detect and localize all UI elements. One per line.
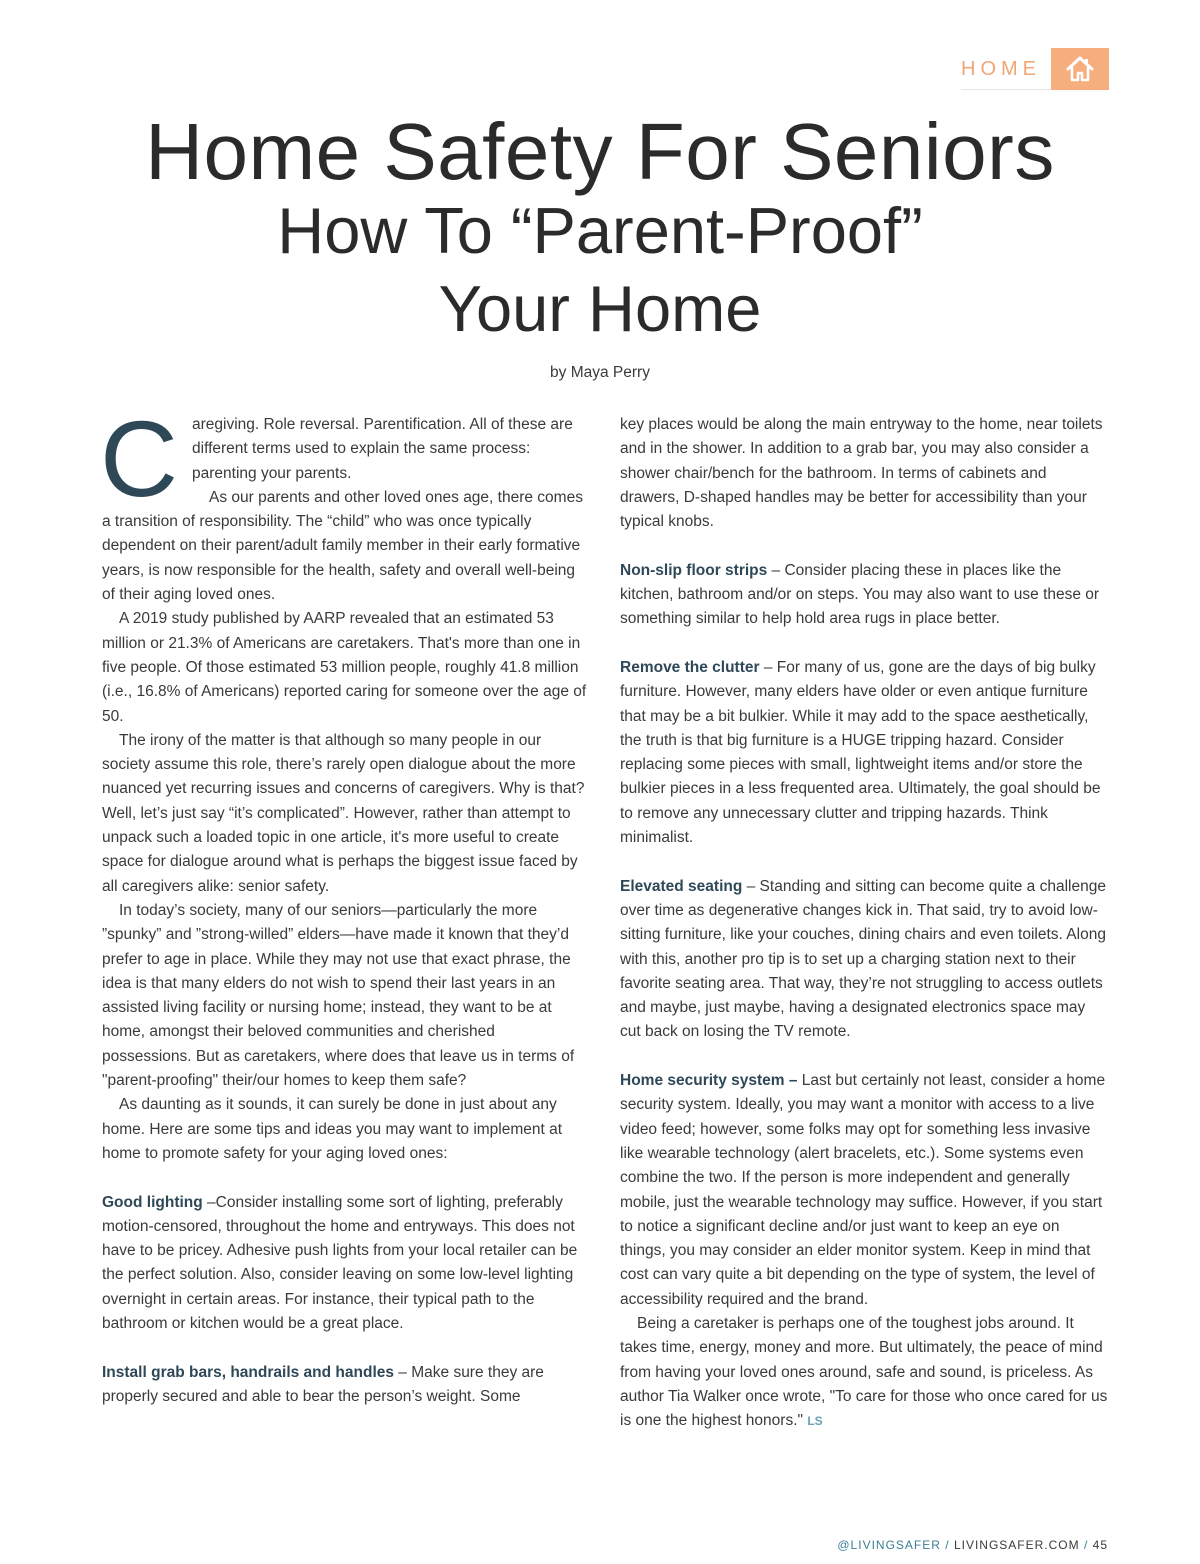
intro-text: aregiving. Role reversal. Parentification. All of these are different terms used to explain the same process: parenting your parents. [192, 416, 573, 482]
section-tag [961, 48, 1109, 90]
tip-grab-bars-continued: key places would be along the main entryway to the home, near toilets and in the shower. In addition to a grab bar, you may also consider a shower chair/bench for the bathroom. In terms of cabinets and drawers, D-shaped handles may be better for accessibility than your typical knobs. [620, 416, 1103, 531]
closing-paragraph [620, 1312, 1108, 1433]
footer-social: @LIVINGSAFER [837, 1538, 941, 1552]
paragraph: As daunting as it sounds, it can surely be done in just about any home. Here are some tips and ideas you may want to implement at home to promote safety for your aging loved ones: [102, 1096, 563, 1162]
byline: by Maya Perry [550, 364, 650, 381]
subtitle-line-2: Your Home [438, 272, 762, 345]
footer-separator: / [1079, 1538, 1093, 1552]
tip-heading: Good lighting [102, 1193, 203, 1211]
tip-body: Last but certainly not least, consider a home security system. Ideally, you may want a monitor with access to a live video feed; however, some folks may opt for something less invasive like wearable technology (alert bracelets, etc.). Some systems even combine the two. If the person is more independent and generally mobile, just the wearable technology may suffice. However, if you start to notice a significant decline and/or just want to keep an eye on things, you may consider an elder monitor system. Keep in mind that cost can vary quite a bit depending on the type of system, the level of accessibility required and the brand. [620, 1072, 1106, 1308]
paragraph: A 2019 study published by AARP revealed that an estimated 53 million or 21.3% of Americans are caretakers. That's more than one in five people. Of those estimated 53 million people, roughly 41.8 million (i.e., 16.8% of Americans) reported caring for someone over the age of 50. [102, 610, 587, 725]
closing-text: Being a caretaker is perhaps one of the toughest jobs around. It takes time, energy, money and more. But ultimately, the peace of mind from having your loved ones around, safe and sound, is priceless. As author Tia Walker once wrote, "To care for those who once cared for us is one the highest honors." [620, 1314, 1108, 1430]
tip-body: – Standing and sitting can become quite a challenge over time as degenerative changes kick in. That said, try to avoid low-sitting furniture, like your couches, dining chairs and even toilets. Along with this, another pro tip is to set up a charging station next to their favorite seating area. That way, they’re not struggling to access outlets and maybe, just maybe, having a designated electronics space may cut back on losing the TV remote. [620, 877, 1106, 1041]
tip-heading: Install grab bars, handrails and handles [102, 1363, 394, 1381]
right-column [620, 413, 1108, 1433]
tip-heading: Elevated seating [620, 877, 743, 895]
tip-body: – For many of us, gone are the days of big bulky furniture. However, many elders have older or even antique furniture that may be a bit bulkier. While it may add to the space aesthetically, the truth is that big furniture is a HUGE tripping hazard. Consider replacing some pieces with small, lightweight items and/or store the bulkier pieces in a less frequented area. Ultimately, the goal should be to remove any unnecessary clutter and tripping hazards. Think minimalist. [620, 658, 1101, 847]
paragraph: The irony of the matter is that although so many people in our society assume this role, there’s rarely open dialogue about the more nuanced yet recurring issues and concerns of caregivers. Why is that? Well, let’s just say “it’s complicated”. However, rather than attempt to unpack such a loaded topic in one article, it's more useful to create space for dialogue around what is perhaps the biggest issue faced by all caregivers alike: senior safety. [102, 731, 585, 895]
page-title: Home Safety For Seniors [145, 107, 1055, 196]
page-footer [837, 1538, 1108, 1552]
tip-heading: Non-slip floor strips [620, 561, 768, 579]
house-icon [1051, 48, 1109, 90]
tip-heading: Home security system – [620, 1072, 798, 1090]
subtitle-line-1: How To “Parent-Proof” [277, 194, 923, 267]
page-subtitle [0, 192, 1200, 348]
page-number: 45 [1092, 1538, 1108, 1552]
intro-paragraph [100, 398, 588, 519]
paragraph: As our parents and other loved ones age, there comes a transition of responsibility. The “child” who was once typically dependent on their parent/adult family member in their early formative years, is now responsible for the health, safety and overall well-being of their aging loved ones. [102, 488, 583, 604]
drop-cap: C [100, 398, 178, 519]
tip-body: – Make sure they are properly secured and able to bear the person’s weight. Some [102, 1363, 544, 1405]
tip-body: –Consider installing some sort of lighting, preferably motion-censored, throughout the home and entryways. This does not have to be pricey. Adhesive push lights from your local retailer can be the perfect solution. Also, consider leaving on some low-level lighting overnight in certain areas. For instance, their typical path to the bathroom or kitchen would be a great place. [102, 1193, 578, 1332]
section-label: HOME [961, 48, 1051, 90]
footer-site: LIVINGSAFER.COM [953, 1538, 1080, 1552]
tip-heading: Remove the clutter [620, 658, 760, 676]
left-column [100, 398, 588, 1409]
tip-body: – Consider placing these in places like the kitchen, bathroom and/or on steps. You may also want to use these or something similar to help hold area rugs in place better. [620, 561, 1100, 628]
footer-separator: / [940, 1538, 954, 1552]
paragraph: In today’s society, many of our seniors—particularly the more ”spunky” and ”strong-willed” elders—have made it known that they’d prefer to age in place. While they may not use that exact phrase, the idea is that many elders do not wish to spend their last years in an assisted living facility or nursing home; instead, they want to be at home, amongst their beloved communities and cherished possessions. But as caretakers, where does that leave us in terms of "parent-proofing" their/our homes to keep them safe? [102, 901, 575, 1090]
end-mark-icon: LS [807, 1414, 823, 1429]
